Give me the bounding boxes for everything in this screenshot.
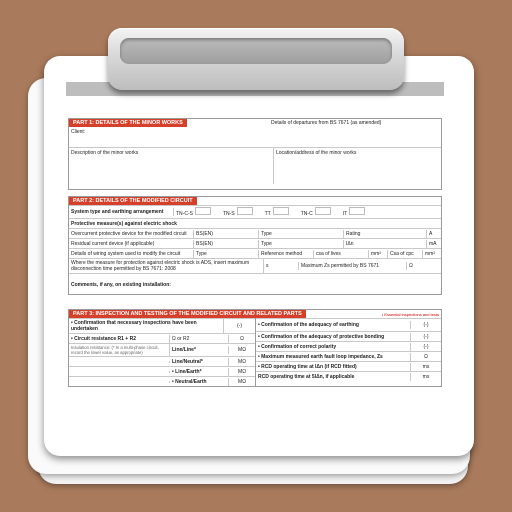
system-option-tt[interactable]: TT [265,207,289,217]
ocpd-type-field[interactable]: Type [259,230,344,238]
part3-left-column [69,318,256,386]
earthing-row: • Confirmation of the adequacy of earthing (-) [256,318,441,331]
rcd-5x-time-field[interactable]: ms [422,373,430,380]
zs-field[interactable]: Ω [409,263,413,269]
insulation-row-3: • Line/Earth* MΩ [69,366,255,376]
zs-measured-field[interactable]: Ω [424,353,428,360]
insulation-row-2: Line/Neutral* MΩ [69,356,255,366]
wiring-label: Details of wiring system used to modify the circuit [69,250,194,258]
part1-section [68,118,442,190]
departures-label: Details of departures from BS 7671 (as amended) [271,120,382,126]
part3-section [68,309,442,387]
insulation-row-4: • Neutral/Earth MΩ [69,376,255,386]
ocpd-label: Overcurrent protective device for the modified circuit [69,230,194,238]
circuit-resistance-row: • Circuit resistance R1 + R2 Ω or R2 Ω [69,333,255,343]
bonding-field[interactable]: (-) [423,333,429,340]
polarity-field[interactable]: (-) [423,343,429,350]
rcd-row [69,238,441,248]
ads-field[interactable]: s [264,262,299,270]
polarity-row: • Confirmation of correct polarity (-) [256,341,441,351]
comments-label: Comments, if any, on existing installation: [71,282,171,288]
ocpd-row [69,228,441,238]
ocpd-bs-field[interactable]: BS(EN) [194,230,259,238]
ads-label: Where the measure for protection against electric shock is ADS, insert maximum disconnection time permitted by BS 7671: 2008 [69,259,264,273]
system-type-row [69,205,441,218]
system-option-tnc[interactable]: TN-C [301,207,331,217]
insulation-row-1: Insulation resistance: (* In a multi-phase circuit, record the lower value, as appropriate) Line/Line* MΩ [69,343,255,356]
rcd-unit: mA [429,240,437,247]
client-label: Client: [71,129,86,135]
insulation-line-line-field[interactable]: MΩ [238,347,246,353]
rcd-time-row: • RCD operating time at IΔn (if RCD fitted) ms [256,361,441,371]
protective-measures-label: Protective measure(s) against electric shock [71,220,177,227]
bonding-row: • Confirmation of the adequacy of protective bonding (-) [256,331,441,341]
wiring-ref-field[interactable]: Reference method [259,250,314,258]
comments-row[interactable] [69,273,441,294]
wiring-csa-cpc-field[interactable]: Csa of cpc [388,250,423,258]
wiring-cpc-unit: mm² [425,250,435,257]
rcd-label: Residual current device (if applicable) [69,240,194,248]
system-option-it[interactable]: IT [343,207,365,217]
location-label: Location/address of the minor works [276,150,357,156]
departures-field[interactable] [269,119,441,137]
insulation-line-earth-field[interactable]: MΩ [238,368,246,375]
protective-measures-row[interactable] [69,218,441,228]
wiring-mm-unit: mm² [369,250,388,258]
ocpd-unit: A [429,230,433,237]
insulation-neutral-earth-field[interactable]: MΩ [238,378,246,385]
system-option-tns[interactable]: TN-S [223,207,253,217]
rcd-type-field[interactable]: Type [259,240,344,248]
earthing-field[interactable]: (-) [423,322,429,328]
wiring-type-field[interactable]: Type [194,250,259,258]
rcd-time-field[interactable]: ms [422,363,430,370]
location-field[interactable] [274,148,441,184]
system-type-label: System type and earthing arrangement [69,208,174,216]
description-label: Description of the minor works [71,150,139,156]
ocpd-rating-field[interactable]: Rating [344,230,427,238]
rcd-5x-time-row: RCD operating time at 5IΔn, if applicable ms [256,371,441,381]
minor-works-form [68,118,442,390]
part2-section [68,196,442,295]
part3-heading: PART 3: INSPECTION AND TESTING OF THE MODIFIED CIRCUIT AND RELATED PARTS [69,310,306,318]
essential-tests-note: • Essential inspections and tests [381,312,439,317]
ads-row [69,258,441,273]
rcd-bs-field[interactable]: BS(EN) [194,240,259,248]
client-field[interactable] [69,127,269,137]
part1-heading: PART 1: DETAILS OF THE MINOR WORKS [69,119,187,127]
clip-recess [120,38,392,64]
part3-right-column [256,318,441,386]
clipboard-clip [108,28,404,90]
wiring-row [69,248,441,258]
form-paper [44,56,474,456]
inspections-row: • Confirmation that necessary inspections have been undertaken (-) [69,318,255,333]
inspections-field[interactable]: (-) [237,323,242,329]
part2-heading: PART 2: DETAILS OF THE MODIFIED CIRCUIT [69,197,197,205]
zs-label: Maximum Zs permitted by BS 7671 [299,262,407,270]
description-field[interactable] [69,148,274,184]
insulation-line-neutral-field[interactable]: MΩ [238,358,246,365]
system-option-tncs[interactable]: TN-C-S [176,207,211,217]
system-type-options [174,206,441,218]
wiring-csa-lives-field[interactable]: csa of lives [314,250,369,258]
circuit-resistance-field[interactable]: Ω [240,335,244,342]
rcd-idn-field[interactable]: IΔn [344,240,427,248]
zs-measured-row: • Maximum measured earth fault loop impedance, Zs Ω [256,351,441,361]
